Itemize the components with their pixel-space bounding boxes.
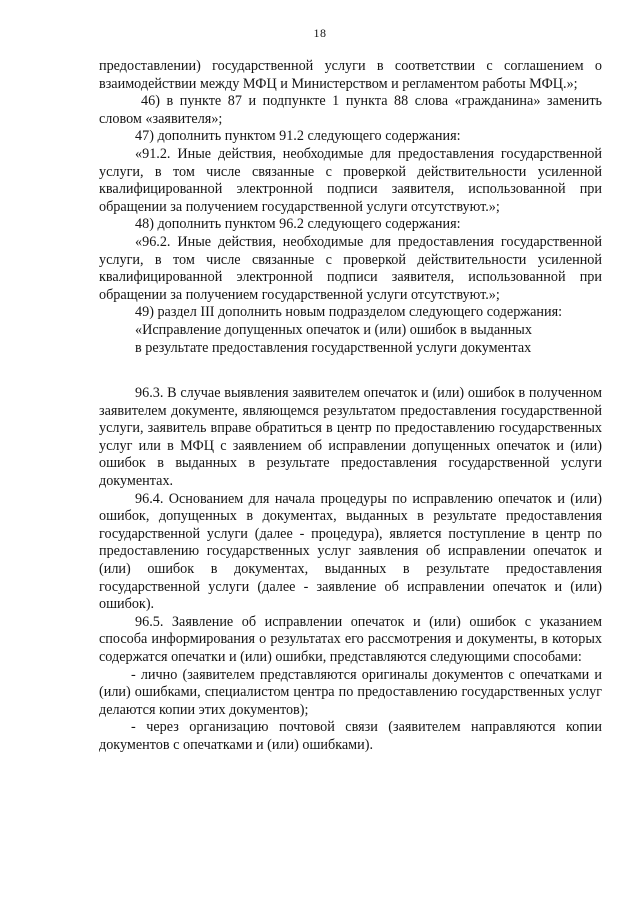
subsection-heading-line-2: в результате предоставления государственной услуги документах [135, 339, 532, 356]
paragraph-continuation: предоставлении) государственной услуги в соответствии с соглашением о взаимодействии между МФЦ и Министерством и регламентом работы МФЦ.»; [99, 58, 602, 92]
section-spacer [99, 357, 602, 385]
paragraph-item-46: 46) в пункте 87 и подпункте 1 пункта 88 слова «гражданина» заменить словом «заявителя»; [99, 93, 602, 127]
subsection-heading-line-1: «Исправление допущенных опечаток и (или) ошибок в выданных [135, 321, 532, 338]
paragraph-clause-96-2: «96.2. Иные действия, необходимые для предоставления государственной услуги, в том числе связанные с проверкой действительности усиленной квалифицированной электронной подписи заявителя, использованной при обращении за получением государственной услуги отсутствуют.»; [99, 233, 602, 303]
paragraph-item-47: 47) дополнить пунктом 91.2 следующего содержания: [135, 128, 461, 145]
paragraph-item-49: 49) раздел III дополнить новым подразделом следующего содержания: [135, 304, 563, 321]
paragraph-clause-96-4: 96.4. Основанием для начала процедуры по исправлению опечаток и (или) ошибок, допущенных в документах, выданных в результате предоставления государственной услуги (далее - процедура), является поступление в центр по предоставлению государственных услуг заявления об исправлении опечаток и (или) ошибок в документах, выданных в результате предоставления государственной услуги (далее - заявление об исправлении опечаток и (или) ошибок). [99, 490, 602, 613]
paragraph-clause-96-5: 96.5. Заявление об исправлении опечаток и (или) ошибок с указанием способа информирования о результатах его рассмотрения и документы, в которых содержатся опечатки и (или) ошибки, представляются следующими способами: [99, 613, 602, 665]
paragraph-item-48: 48) дополнить пунктом 96.2 следующего содержания: [135, 216, 461, 233]
paragraph-clause-96-3: 96.3. В случае выявления заявителем опечаток и (или) ошибок в полученном заявителем документе, являющемся результатом предоставления государственной услуги, заявитель вправе обратиться в центр по предоставлению государственных услуг или в МФЦ с заявлением об исправлении допущенных опечаток и (или) ошибок в выданных в результате предоставления государственной услуги документах. [99, 385, 602, 490]
page-number: 18 [313, 26, 327, 40]
list-item-by-post: - через организацию почтовой связи (заявителем направляются копии документов с опечатками и (или) ошибками). [99, 719, 602, 753]
list-item-in-person: - лично (заявителем представляются оригиналы документов с опечатками и (или) ошибками, специалистом центра по предоставлению государственных услуг делаются копии этих документов); [99, 666, 602, 718]
paragraph-clause-91-2: «91.2. Иные действия, необходимые для предоставления государственной услуги, в том числе связанные с проверкой действительности усиленной квалифицированной электронной подписи заявителя, использованной при обращении за получением государственной услуги отсутствуют.»; [99, 145, 602, 215]
document-body [99, 58, 602, 755]
